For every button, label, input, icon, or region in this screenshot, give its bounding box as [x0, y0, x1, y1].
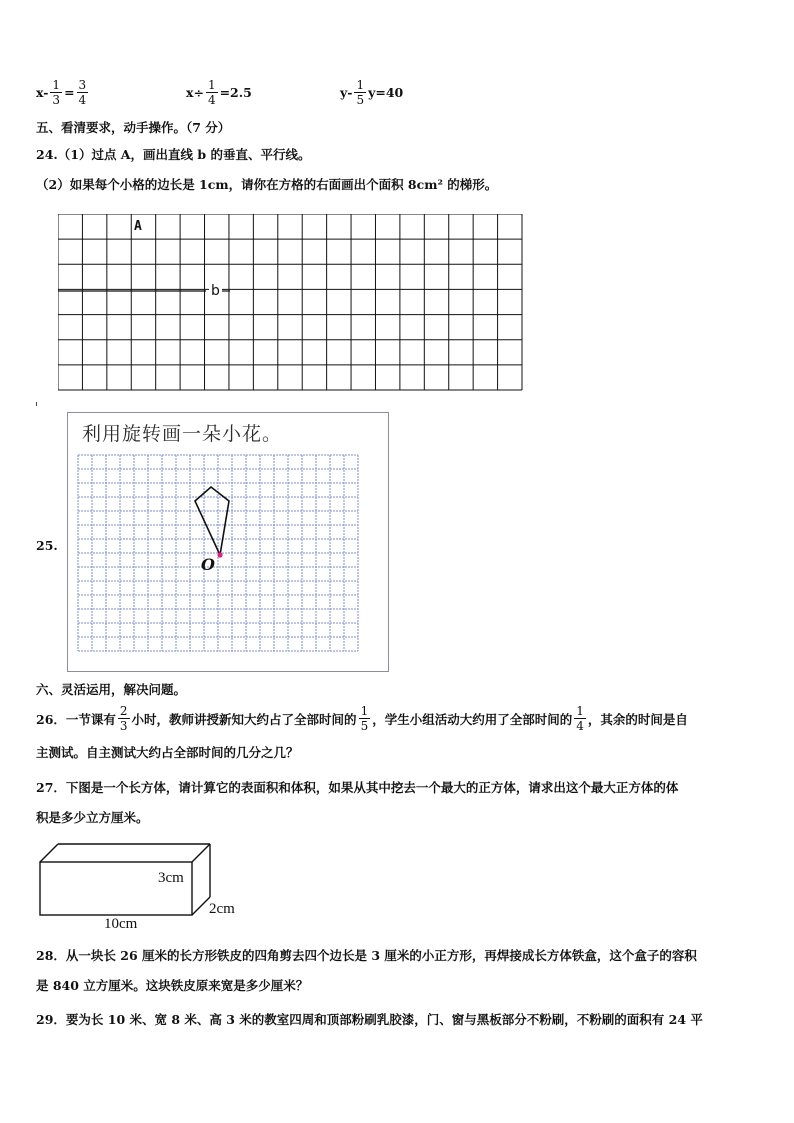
equation-2 — [186, 78, 252, 107]
equation-1 — [36, 78, 90, 107]
eq1-equals: = — [64, 85, 75, 100]
q24-square-grid[interactable] — [58, 214, 528, 394]
q26-fraction-2: $\frac{1}{5}$ — [360, 704, 369, 733]
q26-text-d: ，其余的时间是自 — [587, 711, 688, 727]
q26-text-c: ，学生小组活动大约用了全部时间的 — [372, 711, 573, 727]
q25-grid[interactable] — [68, 413, 390, 673]
eq2-tail: =2.5 — [219, 85, 252, 100]
eq2-fraction: $\frac{1}{4}$ — [207, 78, 216, 107]
center-o-label: O — [201, 555, 215, 574]
section5-heading: 五、看清要求，动手操作。（7 分） — [36, 120, 231, 135]
eq3-tail: y=40 — [368, 85, 404, 100]
eq2-var: x÷ — [186, 85, 204, 100]
q26-text-a: 26．一节课有 — [36, 711, 116, 727]
eq3-fraction: $\frac{1}{5}$ — [356, 78, 365, 107]
q27-line2: 积是多少立方厘米。 — [36, 810, 149, 825]
equation-3 — [340, 78, 403, 107]
q26-fraction-1: $\frac{2}{3}$ — [119, 704, 128, 733]
point-a-label: A — [134, 219, 142, 234]
depth-label: 2cm — [209, 901, 235, 917]
eq1-fraction: $\frac{1}{3}$ — [52, 78, 61, 107]
q25-panel — [67, 412, 389, 672]
eq1-var: x- — [36, 85, 49, 100]
line-b-label: b — [211, 283, 220, 299]
q28-line1: 28．从一块长 26 厘米的长方形铁皮的四角剪去四个边长是 3 厘米的小正方形，再焊接成长方体铁盒，这个盒子的容积 — [36, 948, 697, 963]
cuboid-figure — [38, 842, 258, 932]
rotation-center-dot — [217, 552, 222, 557]
q27-line1: 27．下图是一个长方体，请计算它的表面积和体积，如果从其中挖去一个最大的正方体，请求出这个最大正方体的体 — [36, 780, 679, 795]
q26-text-b: 小时，教师讲授新知大约占了全部时间的 — [131, 711, 357, 727]
stray-mark — [36, 402, 37, 406]
q26-line1 — [36, 704, 688, 733]
q28-line2: 是 840 立方厘米。这块铁皮原来宽是多少厘米？ — [36, 978, 309, 993]
section6-heading: 六、灵活运用，解决问题。 — [36, 682, 187, 697]
eq3-var: y- — [340, 85, 353, 100]
q25-panel-title: 利用旋转画一朵小花。 — [82, 423, 283, 445]
q24-part2: （2）如果每个小格的边长是 1cm，请你在方格的右面画出个面积 8cm² 的梯形。 — [36, 177, 498, 192]
q25-number: 25. — [36, 538, 58, 553]
q26-line2: 主测试。自主测试大约占全部时间的几分之几？ — [36, 745, 299, 760]
q24-part1: 24.（1）过点 A，画出直线 b 的垂直、平行线。 — [36, 147, 311, 162]
eq1-result-fraction: $\frac{3}{4}$ — [78, 78, 87, 107]
q26-fraction-3: $\frac{1}{4}$ — [576, 704, 584, 733]
q29-line1: 29．要为长 10 米、宽 8 米、高 3 米的教室四周和顶部粉刷乳胶漆，门、窗与黑板部分不粉刷，不粉刷的面积有 24 平 — [36, 1012, 703, 1027]
length-label: 10cm — [104, 916, 138, 932]
height-label: 3cm — [158, 870, 184, 886]
